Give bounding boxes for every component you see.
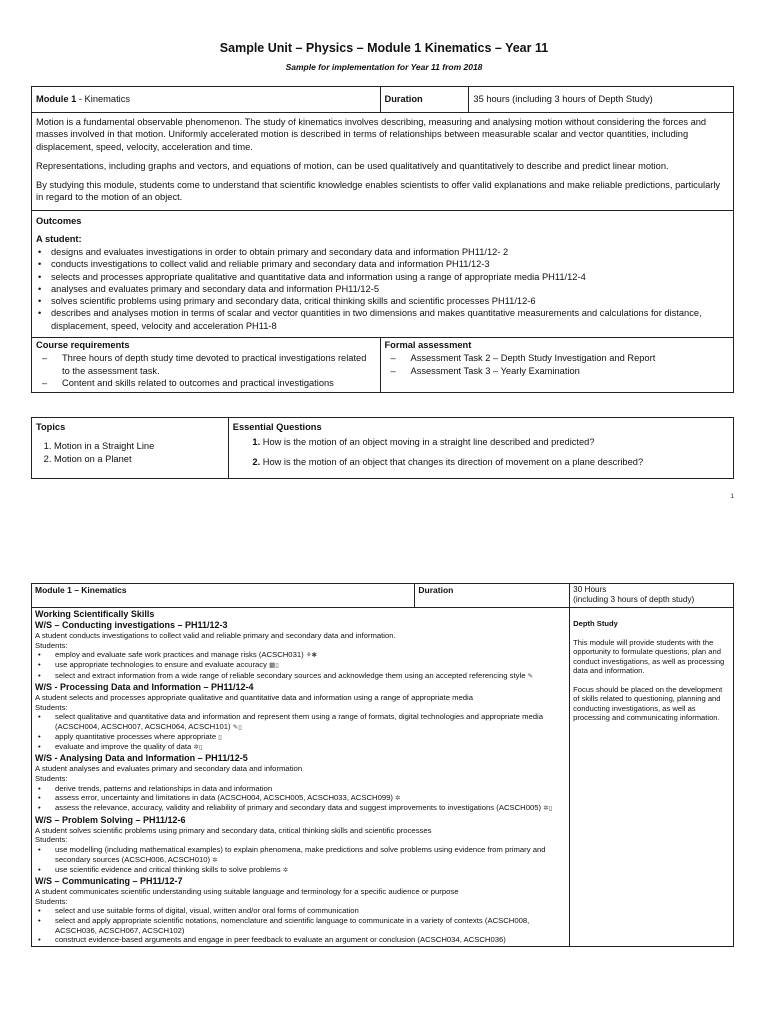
list-item: • assess the relevance, accuracy, validity and reliability of primary and secondary data and suggest improvements to investigations (ACSCH005) ✲▯ [55, 803, 566, 813]
list-item: • solves scientific problems using primary and secondary data, critical thinking skills and scientific processes PH11/12-6 [51, 295, 729, 307]
section-intro: A student conducts investigations to collect valid and reliable primary and secondary data and information. [35, 631, 396, 640]
list-item: • designs and evaluates investigations in order to obtain primary and secondary data and information PH11/12- 2 [51, 246, 729, 258]
duration-value: 35 hours (including 3 hours of Depth Study) [469, 87, 734, 113]
essential-questions-cell [228, 418, 733, 479]
skills-cell [32, 607, 570, 946]
depth-study-cell [570, 607, 734, 946]
section-intro: A student analyses and evaluates primary and secondary data and information [35, 764, 303, 774]
students-label: Students: [35, 702, 68, 712]
ict-icon: ▦▯ [269, 662, 279, 670]
list-item: • use scientific evidence and critical thinking skills to solve problems ✲ [55, 865, 566, 875]
course-requirements-list [36, 352, 376, 389]
course-requirements-heading: Course requirements [36, 339, 130, 350]
safety-icon: ⚘✱ [305, 652, 318, 660]
list-item: • use appropriate technologies to ensure and evaluate accuracy ▦▯ [55, 660, 566, 670]
list-item: – Assessment Task 3 – Yearly Examination [411, 365, 730, 377]
module-overview-table [31, 86, 734, 393]
list-item: • select and use suitable forms of digital, visual, written and/or oral forms of communication [55, 906, 566, 916]
critical-thinking-icon: ✲ [212, 856, 218, 864]
depth-study-paragraph: Focus should be placed on the development of skills related to questioning, planning and conducting investigations, as well as processing and communicating information. [573, 684, 723, 723]
essential-questions-list [233, 436, 729, 468]
section-title: W/S – Problem Solving – PH11/12-6 [35, 814, 186, 825]
list-item: • select and extract information from a wide range of reliable secondary sources and acknowledge them using an accepted referencing style ✎ [55, 671, 566, 681]
depth-study-title: Depth Study [573, 618, 618, 628]
module-cell [32, 87, 381, 113]
section-title: W/S – Conducting investigations – PH11/12-3 [35, 619, 228, 630]
critical-thinking-icon: ✲▯ [543, 805, 553, 813]
list-item: • select qualitative and quantitative data and information and represent them using a range of formats, digital technologies and appropriate media (ACSCH004, ACSCH007, ACSCH064, ACSCH101) ✎▯ [55, 712, 566, 732]
page-number: 1 [730, 494, 734, 500]
section-intro: A student solves scientific problems using primary and secondary data, critical thinking skills and scientific processes [35, 825, 432, 835]
list-item: • selects and processes appropriate qualitative and quantitative data and information using a range of appropriate media PH11/12-4 [51, 271, 729, 283]
list-item: – Content and skills related to outcomes and practical investigations [62, 377, 376, 389]
duration-value [570, 584, 734, 608]
module-label: Module 1 [36, 94, 77, 104]
list-item: 1. Motion in a Straight Line [54, 440, 224, 452]
list-item: • use modelling (including mathematical examples) to explain phenomena, make predictions and solve problems using evidence from primary and secondary sources (ACSCH006, ACSCH010) ✲ [55, 845, 566, 865]
list-item: • describes and analyses motion in terms of scalar and vector quantities in two dimensions and makes quantitative measurements and calculations for distance, displacement, speed, velocity and acceleration PH11-8 [51, 307, 729, 332]
students-label: Students: [35, 774, 68, 783]
a-student-label: A student: [36, 233, 82, 244]
section-intro: A student selects and processes appropriate qualitative and quantitative data and information using a range of appropriate media [35, 692, 474, 702]
skills-list [35, 906, 566, 945]
skills-list [35, 784, 566, 814]
outcomes-cell [32, 210, 734, 337]
students-label: Students: [35, 835, 68, 845]
module-description [32, 113, 734, 211]
skills-list [35, 845, 566, 875]
ws-heading: Working Scientifically Skills [35, 608, 155, 619]
depth-study-paragraph: This module will provide students with the opportunity to formulate questions, plan and conduct investigations, as well as processing data and information. [573, 637, 725, 676]
list-item: • analyses and evaluates primary and secondary data and information PH11/12-5 [51, 283, 729, 295]
list-item: • select and apply appropriate scientific notations, nomenclature and scientific language to communicate in a variety of contexts (ACSCH008, ACSCH036, ACSCH067, ACSCH102) [55, 916, 566, 935]
list-item: 2. How is the motion of an object that changes its direction of movement on a plane described? [263, 456, 729, 468]
critical-thinking-icon: ✲ [395, 795, 401, 803]
course-requirements-cell [32, 337, 381, 392]
duration-label: Duration [380, 87, 469, 113]
list-item: – Assessment Task 2 – Depth Study Investigation and Report [411, 352, 730, 364]
critical-thinking-icon: ✲▯ [193, 744, 203, 751]
module-title-cell: Module 1 – Kinematics [32, 584, 415, 608]
formal-assessment-list [385, 352, 730, 377]
list-item: • conducts investigations to collect valid and reliable primary and secondary data and information PH11/12-3 [51, 258, 729, 270]
page-subtitle: Sample for implementation for Year 11 from 2018 [285, 62, 483, 72]
intro-paragraph: By studying this module, students come to understand that scientific knowledge enables scientists to offer valid explanations and make reliable predictions, particularly in regard to the motion of an object. [36, 180, 721, 203]
skills-list [35, 712, 566, 752]
section-title: W/S – Communicating – PH11/12-7 [35, 875, 183, 886]
topics-cell [32, 418, 229, 479]
intro-paragraph: Representations, including graphs and vectors, and equations of motion, can be used qualitatively and quantitatively to describe and predict linear motion. [36, 160, 669, 171]
intro-paragraph: Motion is a fundamental observable phenomenon. The study of kinematics involves describing, measuring and analysing motion without considering the forces and masses involved in that motion. Uniformly accelerated motion is described in terms of relationships between measurable scalar and vector quantities, including displacement, speed, velocity, acceleration and time. [36, 117, 707, 152]
list-item: • apply quantitative processes where appropriate ▯ [55, 732, 566, 742]
numeracy-icon: ▯ [218, 733, 222, 741]
critical-thinking-icon: ✲ [282, 866, 289, 874]
outcomes-list [36, 246, 729, 332]
list-item: – Three hours of depth study time devoted to practical investigations related to the assessment task. [62, 352, 376, 377]
module-name: - Kinematics [76, 94, 131, 104]
list-item: • assess error, uncertainty and limitations in data (ACSCH004, ACSCH005, ACSCH033, ACSCH099) ✲ [55, 793, 566, 803]
list-item: • evaluate and improve the quality of data ✲▯ [55, 742, 566, 752]
section-title: W/S - Analysing Data and Information – PH11/12-5 [35, 753, 248, 764]
outcomes-heading: Outcomes [36, 215, 82, 226]
list-item: • derive trends, patterns and relationships in data and information [55, 784, 566, 794]
duration-line: 30 Hours [573, 585, 607, 594]
formal-assessment-cell [380, 337, 734, 392]
list-item: • construct evidence-based arguments and engage in peer feedback to evaluate an argument or conclusion (ACSCH034, ACSCH036) [55, 935, 566, 945]
literacy-icon: ✎▯ [232, 723, 242, 731]
list-item: 2. Motion on a Planet [54, 453, 224, 465]
duration-line: (including 3 hours of depth study) [573, 595, 695, 605]
section-title: W/S - Processing Data and Information – PH11/12-4 [35, 681, 254, 692]
literacy-icon: ✎ [527, 672, 534, 680]
topics-list [36, 440, 224, 465]
working-scientifically-table [31, 583, 734, 947]
essential-questions-heading: Essential Questions [232, 422, 322, 432]
students-label: Students: [35, 896, 68, 906]
topics-heading: Topics [36, 422, 66, 432]
formal-assessment-heading: Formal assessment [384, 339, 472, 350]
skills-list [35, 650, 566, 680]
list-item: 1. How is the motion of an object moving in a straight line described and predicted? [263, 436, 729, 448]
section-intro: A student communicates scientific understanding using suitable language and terminology for a specific audience or purpose [35, 887, 459, 897]
students-label: Students: [35, 640, 68, 650]
topics-table [31, 417, 734, 479]
page-title: Sample Unit – Physics – Module 1 Kinematics – Year 11 [219, 41, 549, 55]
duration-label: Duration [415, 584, 570, 608]
list-item: • employ and evaluate safe work practices and manage risks (ACSCH031) ⚘✱ [55, 650, 566, 660]
